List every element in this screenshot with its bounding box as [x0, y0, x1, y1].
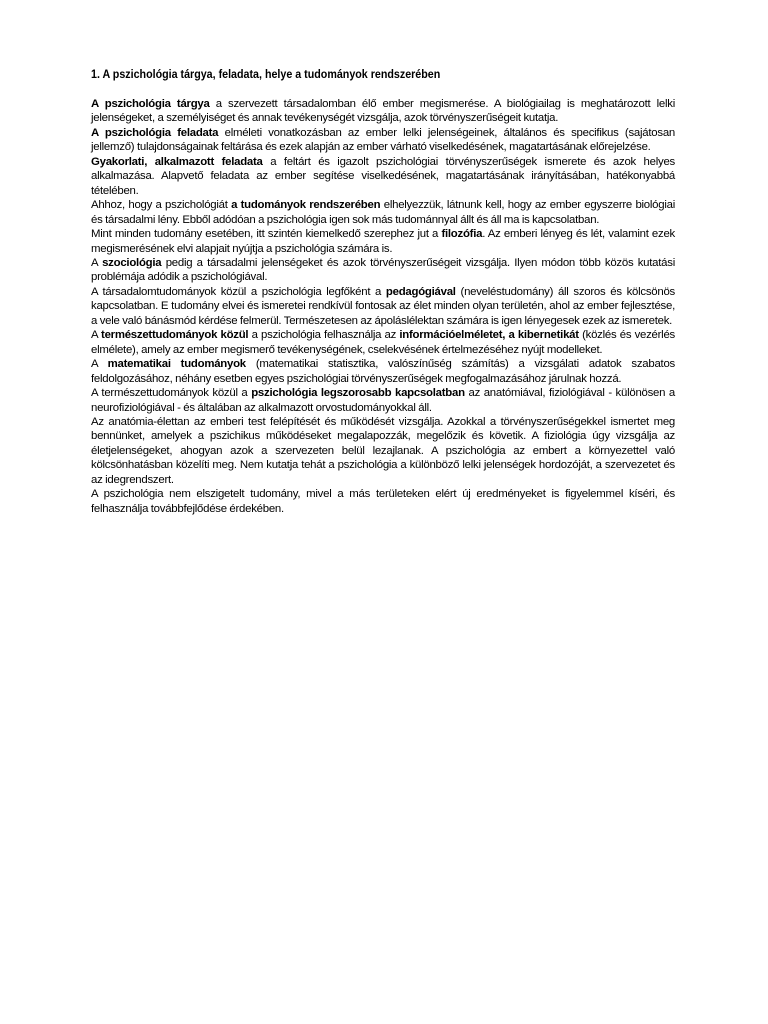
text-run: a pszichológia felhasználja az: [248, 329, 400, 342]
paragraph: [91, 198, 675, 227]
text-run: a szervezett társadalomban élő ember megismerése. A biológiailag is meghatározott lelki jelenségeket, a személyiséget és annak tevékenységét vizsgálja, azok törvényszerűségeit kutatja.: [91, 98, 675, 125]
text-run: (közlés és vezérlés elmélete), amely az ember megismerő tevékenységének, cselekvésének értelmezéséhez nyújt modelleket.: [91, 329, 675, 356]
bold-term: pedagógiával: [385, 285, 456, 298]
paragraph: [91, 155, 675, 198]
paragraph: [91, 386, 675, 415]
text-run: Mint minden tudomány esetében, itt szintén kiemelkedő szerephez jut a: [91, 228, 442, 241]
paragraph: [91, 256, 675, 285]
text-run: elhelyezzük, látnunk kell, hogy az ember egyszerre biológiai és társadalmi lény. Ebből adódóan a pszichológia igen sok más tudománnyal állt és áll ma is kapcsolatban.: [91, 199, 675, 226]
paragraph: [91, 227, 675, 256]
text-run: elméleti vonatkozásban az ember lelki jelenségeinek, általános és specifikus (sajátosan jellemző) tulajdonságainak feltárása és ezek alapján az ember várható viselkedésének, magatartásának előrejelzése.: [91, 126, 675, 154]
bold-term: információelméletet, a kibernetikát: [399, 329, 579, 342]
paragraph: [91, 415, 675, 487]
text-run: A pszichológia nem elszigetelt tudomány, mivel a más területeken elért új eredményeket is figyelemmel kíséri, és felhasználja továbbfejlődése érdekében.: [91, 488, 675, 515]
bold-term: matematikai tudományok: [107, 358, 246, 371]
bold-term: Gyakorlati, alkalmazott feladata: [91, 155, 263, 168]
bold-term: A pszichológia feladata: [91, 126, 219, 139]
text-run: A: [91, 329, 102, 342]
bold-term: természettudományok közül: [101, 329, 249, 342]
text-run: (matematikai statisztika, valószínűség számítás) a vizsgálati adatok szabatos feldolgozásához, néhány esetben egyes pszichológiai törvényszerűségek megfogalmazásához járulnak hozzá.: [91, 358, 675, 385]
text-run: a feltárt és igazolt pszichológiai törvényszerűségek ismerete és azok helyes alkalmazása. Alapvető feladata az ember segítése viselkedésének, magatartásának irányításában, hatékonyabbá tételében.: [91, 155, 675, 197]
paragraph: [91, 357, 675, 386]
text-run: A: [91, 358, 108, 371]
bold-term: a tudományok rendszerében: [231, 199, 381, 212]
paragraph: [91, 97, 675, 126]
text-run: Az anatómia-élettan az emberi test felépítését és működését vizsgálja. Azokkal a törvényszerűségekkel ismertet meg bennünket, amelyek a pszichikus működéseket megalapozzák, megelőzik és követik. A fiziológia úgy vizsgálja az életjelenségeket, ahogyan azok a szervezeten belül lezajlanak. A pszichológia az embert a környezettel való kölcsönhatásban közelíti meg. Nem kutatja tehát a pszichológia a különböző lelki jelenségek hordozóját, a szervezetet és az idegrendszert.: [91, 415, 675, 486]
text-run: az anatómiával, fiziológiával - különösen a neurofiziológiával - és általában az alkalmazott orvostudományokkal áll.: [91, 387, 676, 414]
document-body: [91, 97, 675, 516]
text-run: (neveléstudomány) áll szoros és kölcsönös kapcsolatban. E tudomány elvei és ismeretei rendkívül fontosak az élet minden olyan területén, ahol az ember fejlesztése, a vele való bánásmód kérdése felmerül. Természetesen az ápoláslélektan számára is igen lényegesek ezek az ismeretek.: [91, 285, 675, 327]
paragraph: [91, 487, 675, 516]
text-run: A: [91, 256, 103, 269]
document-page: [91, 68, 675, 516]
bold-term: pszichológia legszorosabb kapcsolatban: [251, 387, 465, 400]
text-run: A természettudományok közül a: [91, 387, 252, 400]
paragraph: [91, 328, 675, 357]
paragraph: [91, 285, 675, 328]
bold-term: A pszichológia tárgya: [91, 98, 210, 110]
text-run: Ahhoz, hogy a pszichológiát: [91, 199, 232, 212]
text-run: pedig a társadalmi jelenségeket és azok törvényszerűségeit vizsgálja. Ilyen módon több közös kutatási problémája adódik a pszichológiával.: [91, 256, 675, 284]
text-run: A társadalomtudományok közül a pszichológia legfőként a: [91, 285, 386, 298]
document-title: 1. A pszichológia tárgya, feladata, helye a tudományok rendszerében: [91, 69, 441, 81]
text-run: . Az emberi lényeg és lét, valamint ezek megismerésének elvi alapjait nyújtja a pszichológia számára is.: [91, 228, 675, 255]
bold-term: filozófia: [441, 228, 483, 241]
bold-term: szociológia: [102, 256, 162, 269]
paragraph: [91, 126, 675, 155]
